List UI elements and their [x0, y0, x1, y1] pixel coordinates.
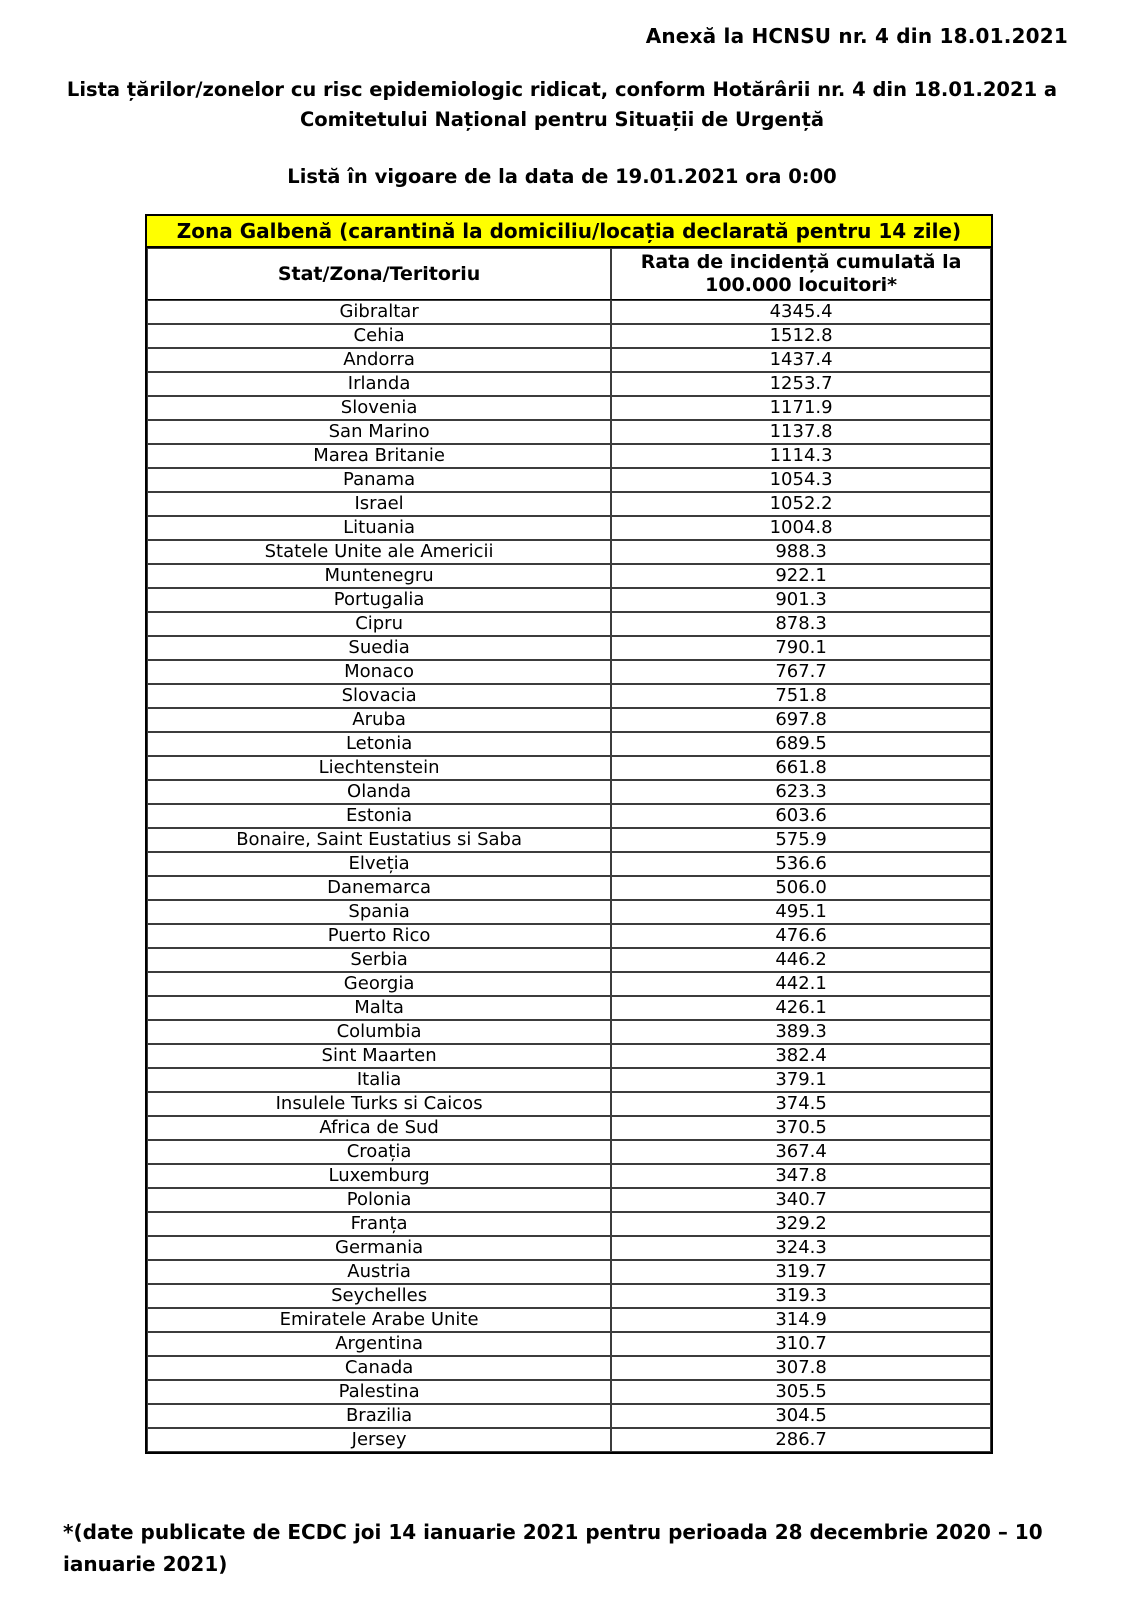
country-cell: Austria [147, 1260, 611, 1284]
country-table [147, 248, 991, 1452]
rate-cell: 4345.4 [611, 300, 991, 324]
table-row [147, 1284, 991, 1308]
table-row [147, 1044, 991, 1068]
annex-reference: Anexă la HCNSU nr. 4 din 18.01.2021 [645, 24, 1068, 48]
rate-cell: 314.9 [611, 1308, 991, 1332]
rate-cell: 495.1 [611, 900, 991, 924]
country-cell: Seychelles [147, 1284, 611, 1308]
country-cell: Luxemburg [147, 1164, 611, 1188]
country-cell: Argentina [147, 1332, 611, 1356]
country-cell: Italia [147, 1068, 611, 1092]
rate-cell: 442.1 [611, 972, 991, 996]
country-cell: Palestina [147, 1380, 611, 1404]
rate-cell: 878.3 [611, 612, 991, 636]
table-header-row [147, 248, 991, 300]
table-row [147, 492, 991, 516]
table-row [147, 564, 991, 588]
table-row [147, 1404, 991, 1428]
rate-cell: 370.5 [611, 1116, 991, 1140]
country-cell: Elveția [147, 852, 611, 876]
country-cell: Sint Maarten [147, 1044, 611, 1068]
table-row [147, 780, 991, 804]
rate-cell: 689.5 [611, 732, 991, 756]
country-cell: Jersey [147, 1428, 611, 1452]
table-row [147, 876, 991, 900]
table-row [147, 852, 991, 876]
country-cell: Suedia [147, 636, 611, 660]
country-cell: Israel [147, 492, 611, 516]
rate-cell: 988.3 [611, 540, 991, 564]
footnote-line-1: *(date publicate de ECDC joi 14 ianuarie 2021 pentru perioada 28 decembrie 2020 – 10 [63, 1520, 1043, 1544]
country-cell: Bonaire, Saint Eustatius si Saba [147, 828, 611, 852]
document-title-line-2: Comitetului Național pentru Situații de Urgență [299, 108, 825, 131]
table-row [147, 300, 991, 324]
rate-cell: 340.7 [611, 1188, 991, 1212]
table-row [147, 588, 991, 612]
table-row [147, 1188, 991, 1212]
rate-cell: 426.1 [611, 996, 991, 1020]
effective-date: Listă în vigoare de la data de 19.01.2021 ora 0:00 [287, 165, 837, 188]
rate-cell: 575.9 [611, 828, 991, 852]
document-title-line-1: Lista țărilor/zonelor cu risc epidemiologic ridicat, conform Hotărârii nr. 4 din 18.01.2021 a [66, 78, 1058, 101]
country-cell: Puerto Rico [147, 924, 611, 948]
rate-cell: 446.2 [611, 948, 991, 972]
table-row [147, 348, 991, 372]
table-row [147, 732, 991, 756]
table-row [147, 804, 991, 828]
column-header-rate-line-2: 100.000 locuitori* [705, 274, 898, 296]
table-body [147, 300, 991, 1452]
country-cell: Spania [147, 900, 611, 924]
rate-cell: 790.1 [611, 636, 991, 660]
rate-cell: 367.4 [611, 1140, 991, 1164]
country-cell: Lituania [147, 516, 611, 540]
table-row [147, 924, 991, 948]
rate-cell: 382.4 [611, 1044, 991, 1068]
country-cell: Muntenegru [147, 564, 611, 588]
footnote [63, 1516, 1064, 1580]
country-cell: Slovacia [147, 684, 611, 708]
rate-cell: 1137.8 [611, 420, 991, 444]
table-row [147, 420, 991, 444]
table-row [147, 684, 991, 708]
country-cell: Gibraltar [147, 300, 611, 324]
table-row [147, 396, 991, 420]
rate-cell: 389.3 [611, 1020, 991, 1044]
rate-cell: 329.2 [611, 1212, 991, 1236]
table-row [147, 828, 991, 852]
rate-cell: 1437.4 [611, 348, 991, 372]
rate-cell: 319.3 [611, 1284, 991, 1308]
table-row [147, 372, 991, 396]
table-row [147, 996, 991, 1020]
rate-cell: 286.7 [611, 1428, 991, 1452]
country-cell: Aruba [147, 708, 611, 732]
table-row [147, 1260, 991, 1284]
zone-banner: Zona Galbenă (carantină la domiciliu/locația declarată pentru 14 zile) [147, 216, 991, 248]
table-row [147, 660, 991, 684]
column-header-country: Stat/Zona/Teritoriu [147, 248, 611, 300]
country-cell: Serbia [147, 948, 611, 972]
country-cell: Croația [147, 1140, 611, 1164]
country-cell: Emiratele Arabe Unite [147, 1308, 611, 1332]
rate-cell: 506.0 [611, 876, 991, 900]
rate-cell: 310.7 [611, 1332, 991, 1356]
country-cell: Liechtenstein [147, 756, 611, 780]
country-cell: Andorra [147, 348, 611, 372]
table-row [147, 900, 991, 924]
document-title [0, 75, 1124, 135]
country-cell: Insulele Turks si Caicos [147, 1092, 611, 1116]
rate-cell: 536.6 [611, 852, 991, 876]
country-cell: Africa de Sud [147, 1116, 611, 1140]
table-row [147, 1332, 991, 1356]
country-cell: Cipru [147, 612, 611, 636]
country-cell: Georgia [147, 972, 611, 996]
rate-cell: 1171.9 [611, 396, 991, 420]
country-cell: Statele Unite ale Americii [147, 540, 611, 564]
table-row [147, 1092, 991, 1116]
rate-cell: 623.3 [611, 780, 991, 804]
table-row [147, 444, 991, 468]
column-header-rate [611, 248, 991, 300]
rate-cell: 304.5 [611, 1404, 991, 1428]
rate-cell: 1054.3 [611, 468, 991, 492]
rate-cell: 476.6 [611, 924, 991, 948]
country-cell: Cehia [147, 324, 611, 348]
country-cell: Monaco [147, 660, 611, 684]
country-table-container [145, 214, 993, 1454]
rate-cell: 319.7 [611, 1260, 991, 1284]
table-row [147, 948, 991, 972]
table-row [147, 1212, 991, 1236]
country-cell: Slovenia [147, 396, 611, 420]
table-row [147, 1380, 991, 1404]
table-row [147, 1164, 991, 1188]
rate-cell: 1004.8 [611, 516, 991, 540]
table-row [147, 1140, 991, 1164]
country-cell: Letonia [147, 732, 611, 756]
table-row [147, 972, 991, 996]
rate-cell: 324.3 [611, 1236, 991, 1260]
rate-cell: 697.8 [611, 708, 991, 732]
table-row [147, 1428, 991, 1452]
country-cell: Germania [147, 1236, 611, 1260]
rate-cell: 305.5 [611, 1380, 991, 1404]
rate-cell: 374.5 [611, 1092, 991, 1116]
country-cell: Portugalia [147, 588, 611, 612]
table-row [147, 1020, 991, 1044]
table-row [147, 516, 991, 540]
rate-cell: 307.8 [611, 1356, 991, 1380]
table-row [147, 756, 991, 780]
table-row [147, 636, 991, 660]
country-cell: Olanda [147, 780, 611, 804]
rate-cell: 661.8 [611, 756, 991, 780]
table-row [147, 1356, 991, 1380]
country-cell: San Marino [147, 420, 611, 444]
country-cell: Franța [147, 1212, 611, 1236]
table-row [147, 540, 991, 564]
column-header-rate-line-1: Rata de incidență cumulată la [640, 251, 962, 273]
country-cell: Columbia [147, 1020, 611, 1044]
country-cell: Brazilia [147, 1404, 611, 1428]
rate-cell: 1512.8 [611, 324, 991, 348]
rate-cell: 379.1 [611, 1068, 991, 1092]
rate-cell: 751.8 [611, 684, 991, 708]
table-row [147, 1068, 991, 1092]
rate-cell: 767.7 [611, 660, 991, 684]
table-row [147, 612, 991, 636]
country-cell: Panama [147, 468, 611, 492]
country-cell: Danemarca [147, 876, 611, 900]
rate-cell: 1253.7 [611, 372, 991, 396]
rate-cell: 603.6 [611, 804, 991, 828]
footnote-line-2: ianuarie 2021) [63, 1552, 228, 1576]
table-row [147, 468, 991, 492]
table-row [147, 708, 991, 732]
rate-cell: 1052.2 [611, 492, 991, 516]
rate-cell: 922.1 [611, 564, 991, 588]
country-cell: Estonia [147, 804, 611, 828]
country-cell: Malta [147, 996, 611, 1020]
country-cell: Polonia [147, 1188, 611, 1212]
table-row [147, 1308, 991, 1332]
table-row [147, 1236, 991, 1260]
country-cell: Irlanda [147, 372, 611, 396]
rate-cell: 1114.3 [611, 444, 991, 468]
table-row [147, 1116, 991, 1140]
rate-cell: 347.8 [611, 1164, 991, 1188]
table-row [147, 324, 991, 348]
country-cell: Marea Britanie [147, 444, 611, 468]
country-cell: Canada [147, 1356, 611, 1380]
rate-cell: 901.3 [611, 588, 991, 612]
